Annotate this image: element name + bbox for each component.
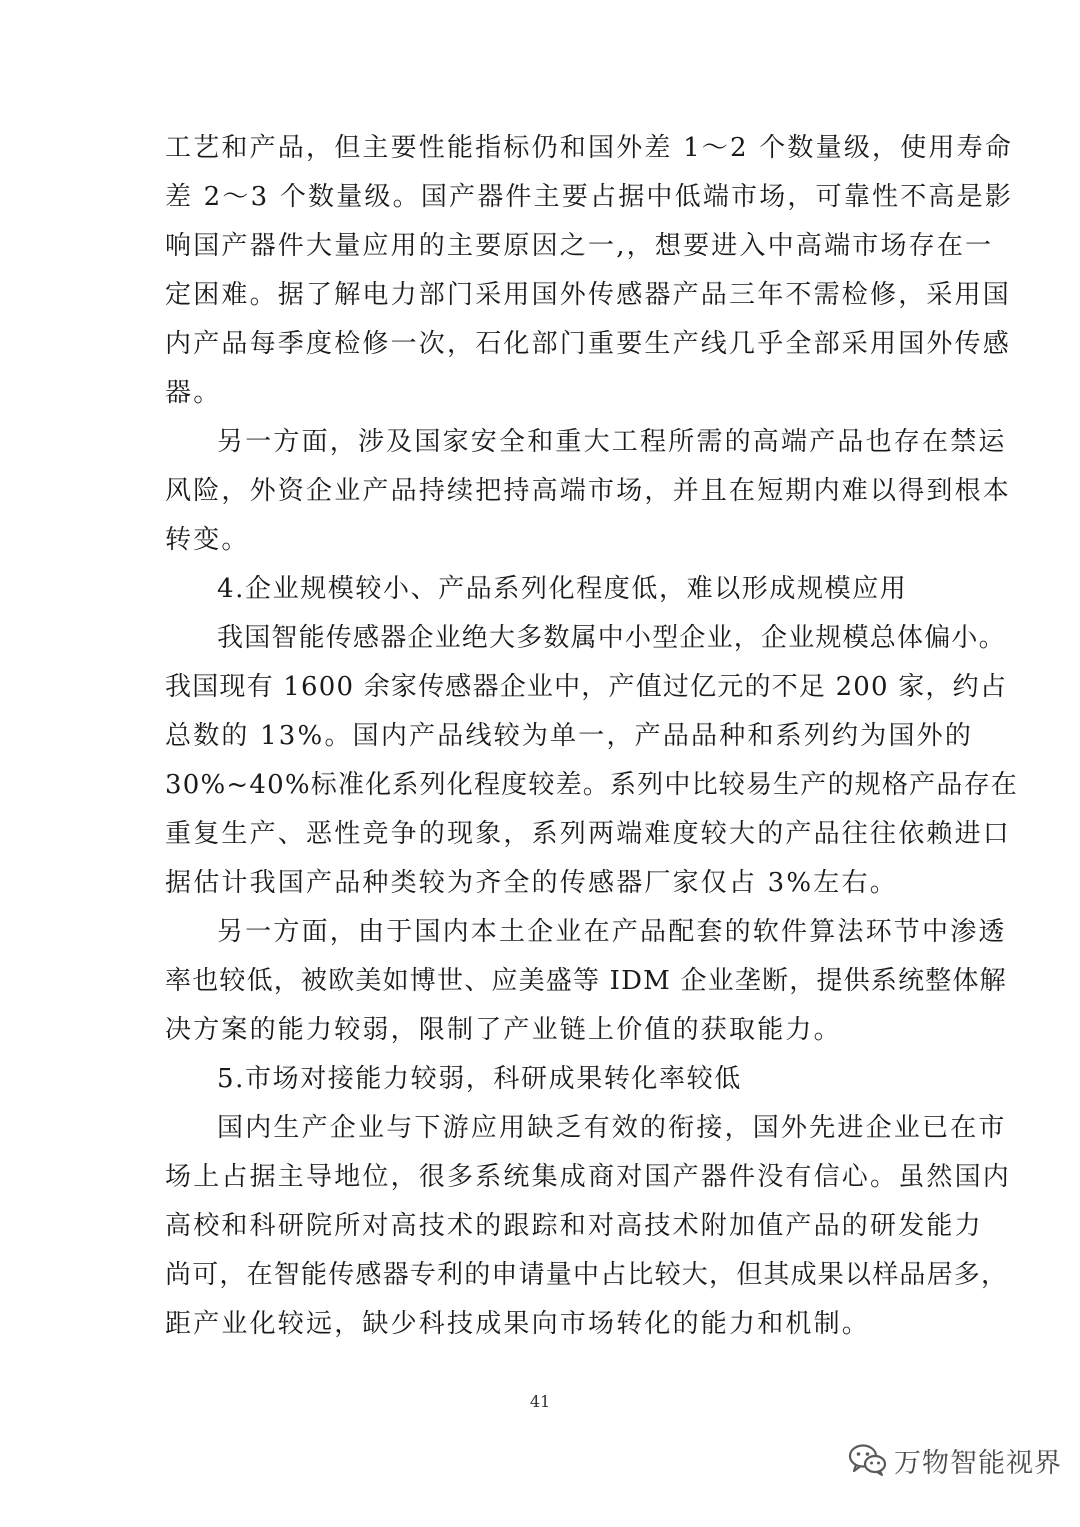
text-line: 风险，外资企业产品持续把持高端市场，并且在短期内难以得到根本 bbox=[165, 476, 1012, 506]
watermark bbox=[848, 1440, 1062, 1480]
text-line: 我国现有 1600 余家传感器企业中，产值过亿元的不足 200 家，约占 bbox=[165, 672, 1008, 702]
text-line: 定困难。据了解电力部门采用国外传感器产品三年不需检修，采用国 bbox=[165, 280, 1012, 310]
text-line: 尚可，在智能传感器专利的申请量中占比较大，但其成果以样品居多， bbox=[165, 1260, 1009, 1290]
section-heading-4: 4.企业规模较小、产品系列化程度低，难以形成规模应用 bbox=[217, 574, 908, 604]
text-line: 器。 bbox=[165, 378, 222, 408]
page-number: 41 bbox=[529, 1392, 551, 1411]
paragraph-start: 我国智能传感器企业绝大多数属中小型企业，企业规模总体偏小。 bbox=[217, 623, 1006, 653]
text-line: 场上占据主导地位，很多系统集成商对国产器件没有信心。虽然国内 bbox=[165, 1162, 1012, 1192]
paragraph-start: 另一方面，由于国内本土企业在产品配套的软件算法环节中渗透 bbox=[217, 917, 1007, 947]
wechat-icon bbox=[848, 1443, 888, 1477]
text-line: 响国产器件大量应用的主要原因之一,，想要进入中高端市场存在一 bbox=[165, 231, 994, 261]
section-heading-5: 5.市场对接能力较弱，科研成果转化率较低 bbox=[217, 1064, 742, 1094]
text-line: 率也较低，被欧美如博世、应美盛等 IDM 企业垄断，提供系统整体解 bbox=[165, 966, 1007, 996]
text-line: 决方案的能力较弱，限制了产业链上价值的获取能力。 bbox=[165, 1015, 842, 1045]
text-line: 距产业化较远，缺少科技成果向市场转化的能力和机制。 bbox=[165, 1309, 871, 1339]
text-line: 总数的 13%。国内产品线较为单一，产品品种和系列约为国外的 bbox=[165, 721, 974, 751]
paragraph-start: 另一方面，涉及国家安全和重大工程所需的高端产品也存在禁运 bbox=[217, 427, 1007, 457]
text-line: 30%~40%标准化系列化程度较差。系列中比较易生产的规格产品存在 bbox=[165, 770, 1018, 800]
text-line: 内产品每季度检修一次，石化部门重要生产线几乎全部采用国外传感 bbox=[165, 329, 1012, 359]
body-text bbox=[165, 124, 1018, 1349]
text-line: 差 2～3 个数量级。国产器件主要占据中低端市场，可靠性不高是影 bbox=[165, 182, 1014, 212]
text-line: 高校和科研院所对高技术的跟踪和对高技术附加值产品的研发能力 bbox=[165, 1211, 983, 1241]
paragraph-start: 国内生产企业与下游应用缺乏有效的衔接，国外先进企业已在市 bbox=[217, 1113, 1007, 1143]
text-line: 重复生产、恶性竞争的现象，系列两端难度较大的产品往往依赖进口 bbox=[165, 819, 1012, 849]
text-line: 据估计我国产品种类较为齐全的传感器厂家仅占 3%左右。 bbox=[165, 868, 898, 898]
text-line: 工艺和产品，但主要性能指标仍和国外差 1～2 个数量级，使用寿命 bbox=[165, 133, 1014, 163]
text-line: 转变。 bbox=[165, 525, 250, 555]
watermark-text: 万物智能视界 bbox=[894, 1447, 1062, 1479]
